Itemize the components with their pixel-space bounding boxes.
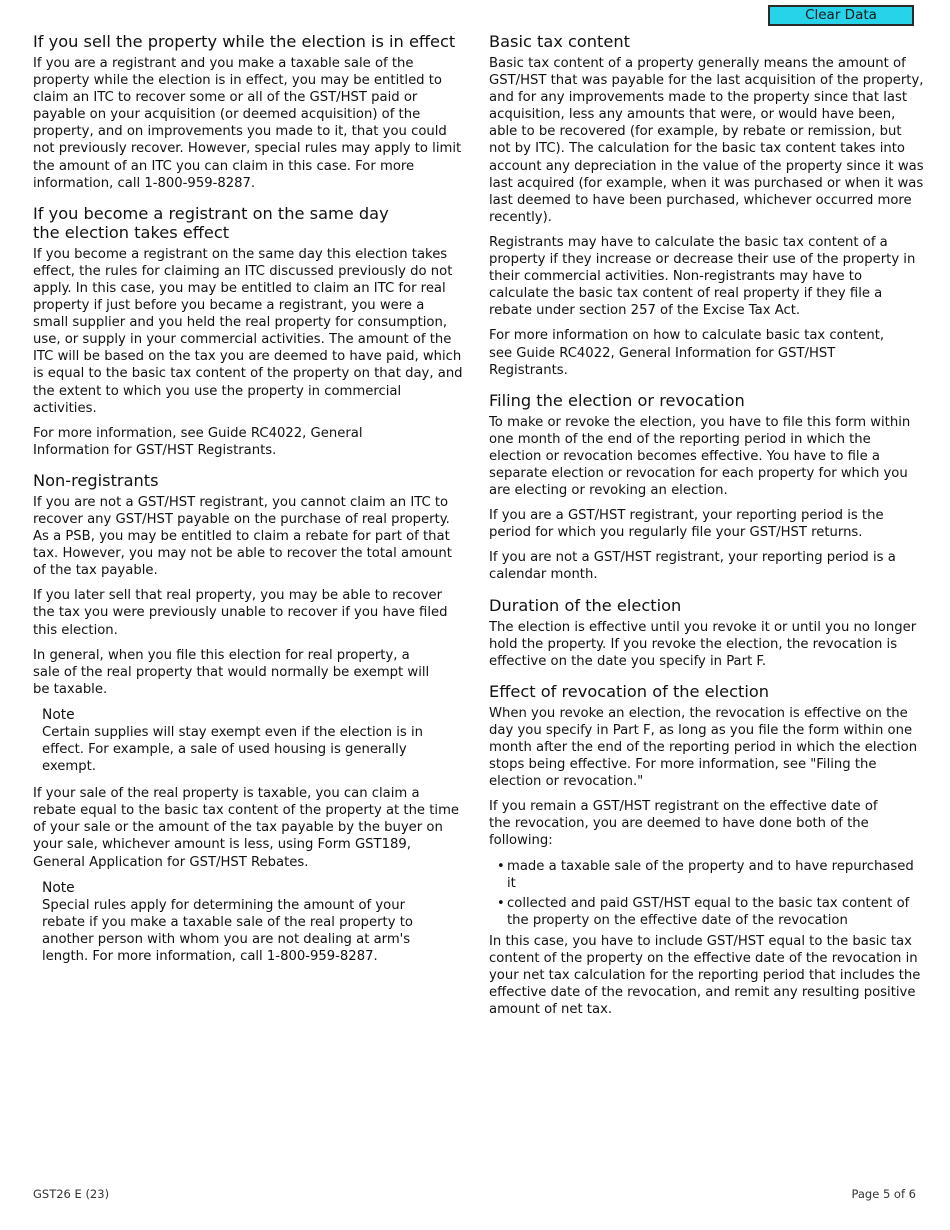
paragraph: Basic tax content of a property generally means the amount of GST/HST that was payable for the last acquisition of the property, and for any improvements made to the property since that last acquisition, less any amounts that were, or would have been, able to be recovered (for example, by rebate or remission, but not by ITC). The calculation for the basic tax content takes into account any depreciation in the value of the property since it was last acquired (for example, when it was purchased or when it was last deemed to have been purchased, whichever occurred more recently). (489, 56, 924, 225)
paragraph: In this case, you have to include GST/HST equal to the basic tax content of the property on the effective date of the revocation in your net tax calculation for the reporting period that includes the effective date of the revocation, and remit any resulting positive amount of net tax. (489, 933, 921, 1018)
paragraph: If you are not a GST/HST registrant, you cannot claim an ITC to recover any GST/HST payable on the purchase of real property. As a PSB, you may be entitled to claim a rebate for part of that tax. However, you may not be able to recover the total amount of the tax payable. (33, 494, 452, 579)
section-heading: If you become a registrant on the same day the election takes effect (33, 203, 389, 242)
section-effect-revocation (489, 682, 924, 1019)
paragraph: When you revoke an election, the revocation is effective on the day you specify in Part F, as long as you file the form within one month after the end of the reporting period in which the election stops being effective. For more information, see "Filing the election or revocation." (489, 705, 918, 790)
clear-data-button[interactable]: Clear Data (768, 5, 914, 26)
list-item-text: collected and paid GST/HST equal to the basic tax content of the property on the effective date of the revocation (507, 895, 910, 928)
section-heading: Basic tax content (489, 32, 630, 51)
paragraph: For more information, see Guide RC4022, General Information for GST/HST Registrants. (33, 425, 363, 458)
note-box (42, 879, 463, 965)
section-sell-property (33, 32, 463, 192)
section-duration (489, 596, 924, 670)
note-title: Note (42, 879, 75, 896)
paragraph: If you are a registrant and you make a taxable sale of the property while the election is in effect, you may be entitled to claim an ITC to recover some or all of the GST/HST paid or payable on your acquisition (or deemed acquisition) of the property, and on improvements you made to it, that you could not previously recover. However, special rules may apply to limit the amount of an ITC you can claim in this case. For more information, call 1-800-959-8287. (33, 56, 462, 191)
note-text: Certain supplies will stay exempt even if the election is in effect. For example, a sale of used housing is generally exempt. (42, 724, 424, 775)
form-identifier: GST26 E (23) (33, 1187, 110, 1201)
section-become-registrant (33, 204, 463, 459)
paragraph: If you remain a GST/HST registrant on the effective date of the revocation, you are deemed to have done both of the following: (489, 799, 878, 849)
list-item-text: made a taxable sale of the property and to have repurchased it (507, 858, 914, 891)
paragraph: For more information on how to calculate basic tax content, see Guide RC4022, General Information for GST/HST Registrants. (489, 328, 885, 378)
list-item (489, 895, 924, 929)
paragraph: In general, when you file this election for real property, a sale of the real property that would normally be exempt will be taxable. (33, 647, 430, 697)
paragraph: If you are not a GST/HST registrant, your reporting period is a calendar month. (489, 550, 896, 583)
section-heading: Non-registrants (33, 470, 159, 490)
note-text: Special rules apply for determining the amount of your rebate if you make a taxable sale of the real property to another person with whom you are not dealing at arm's length. For more information, call 1-800-959-8287. (42, 897, 413, 964)
paragraph: If you later sell that real property, you may be able to recover the tax you were previously unable to recover if you have filed this election. (33, 588, 448, 638)
section-heading: Effect of revocation of the election (489, 681, 769, 701)
paragraph: If you become a registrant on the same day this election takes effect, the rules for claiming an ITC discussed previously do not apply. In this case, you may be entitled to claim an ITC for real property if just before you became a registrant, you were a small supplier and you held the real property for consumption, use, or supply in your commercial activities. The amount of the ITC will be based on the tax you are deemed to have paid, which is equal to the basic tax content of the property on that day, and the extent to which you use the property in commercial activities. (33, 246, 463, 416)
section-basic-tax-content (489, 32, 924, 379)
bullet-icon: • (497, 858, 505, 874)
list-item (489, 858, 924, 892)
paragraph: To make or revoke the election, you have to file this form within one month of the end of the reporting period in which the election or revocation becomes effective. You have to file a separate election or revocation for each property for which you are electing or revoking an election. (489, 414, 911, 499)
section-filing-election (489, 391, 924, 584)
paragraph: The election is effective until you revoke it or until you no longer hold the property. If you revoke the election, the revocation is effective on the date you specify in Part F. (489, 619, 917, 669)
bullet-list (489, 858, 924, 929)
section-heading: If you sell the property while the election is in effect (33, 32, 456, 51)
section-heading: Duration of the election (489, 595, 682, 615)
right-column (489, 32, 924, 1030)
note-title: Note (42, 706, 75, 723)
section-heading: Filing the election or revocation (489, 390, 745, 410)
paragraph: Registrants may have to calculate the basic tax content of a property if they increase or decrease their use of the property in their commercial activities. Non-registrants may have to calculate the basic tax content of real property if they file a rebate under section 257 of the Excise Tax Act. (489, 234, 916, 319)
paragraph: If your sale of the real property is taxable, you can claim a rebate equal to the basic tax content of the property at the time of your sale or the amount of the tax payable by the buyer on your sale, whichever amount is less, using Form GST189, General Application for GST/HST Rebates. (33, 786, 460, 870)
paragraph: If you are a GST/HST registrant, your reporting period is the period for which you regularly file your GST/HST returns. (489, 508, 884, 541)
note-box (42, 706, 463, 775)
section-non-registrants (33, 471, 463, 965)
page-number: Page 5 of 6 (851, 1187, 916, 1201)
left-column (33, 32, 463, 977)
bullet-icon: • (497, 895, 505, 911)
